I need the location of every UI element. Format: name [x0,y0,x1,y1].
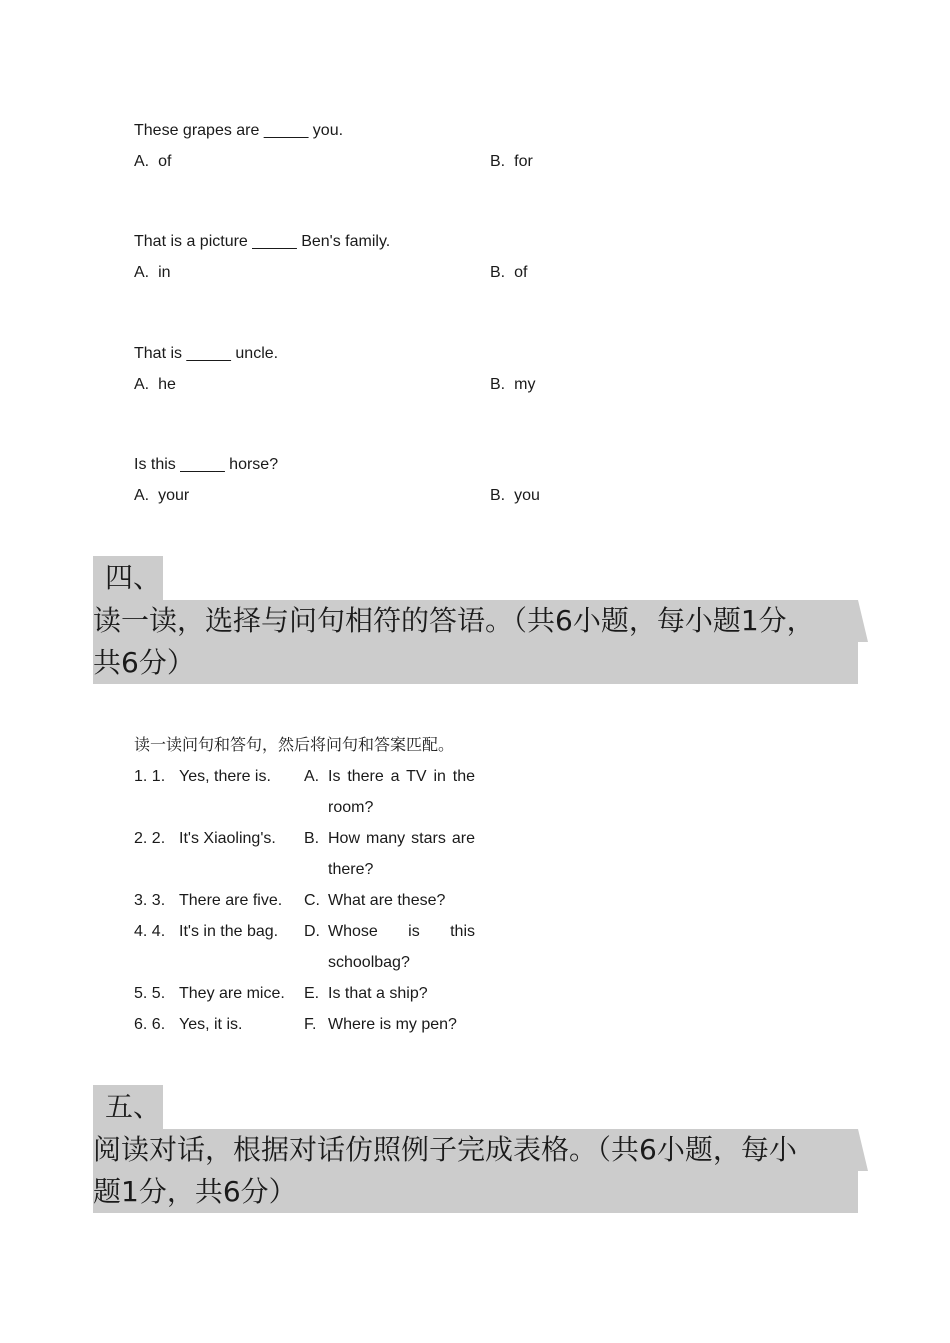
section-4-title-line-1 [93,600,858,642]
section-5-title-line-2: 题1分，共6分） [93,1171,858,1213]
option-text: he [158,376,176,393]
question-4 [134,455,834,506]
question-stem: These grapes are _____ you. [134,122,344,139]
match-letter: D. [304,923,320,940]
option-letter: B. [490,376,506,393]
option-letter: A. [134,264,150,281]
match-letter: C. [304,892,320,909]
question-1 [134,121,834,172]
section-4-title-line-2: 共6分） [93,642,858,684]
option-letter: B. [490,153,506,170]
question-3 [134,344,834,395]
match-answer: Yes, there is. [179,768,271,785]
option-letter: B. [490,487,506,504]
match-letter: F. [304,1016,317,1033]
match-question: What are these? [328,892,446,909]
match-number: 5. 5. [134,985,166,1002]
option-a[interactable] [134,152,171,172]
match-answer: It's Xiaoling's. [179,830,276,847]
match-question: Is that a ship? [328,985,428,1002]
option-b[interactable] [490,263,527,283]
match-answer: It's in the bag. [179,923,279,940]
match-question: Whose is this schoolbag? [328,923,475,971]
question-options [134,486,834,506]
section-5-title-text-1: 阅读对话，根据对话仿照例子完成表格。（共6小题，每小 [93,1133,797,1166]
option-text: of [514,264,528,281]
option-text: you [514,487,540,504]
matching-instructions: 读一读问句和答句，然后将问句和答案匹配。 [134,735,455,754]
match-number: 4. 4. [134,923,166,940]
section-5-number: 五、 [93,1085,163,1129]
question-stem: That is a picture _____ Ben's family. [134,233,391,250]
match-number: 3. 3. [134,892,166,909]
option-text: of [158,153,172,170]
section-4-number: 四、 [93,556,163,600]
option-a[interactable] [134,263,171,283]
option-letter: A. [134,487,150,504]
option-text: in [158,264,171,281]
section-header-notch [858,600,868,642]
match-question: How many stars are there? [328,830,475,878]
question-options [134,375,834,395]
question-2 [134,232,834,283]
match-question: Where is my pen? [328,1016,457,1033]
match-question: Is there a TV in the room? [328,768,475,816]
question-options [134,152,834,172]
match-letter: E. [304,985,320,1002]
option-b[interactable] [490,152,533,172]
match-number: 6. 6. [134,1016,166,1033]
match-letter: A. [304,768,320,785]
match-answer: There are five. [179,892,283,909]
option-letter: A. [134,376,150,393]
question-options [134,263,834,283]
option-letter: A. [134,153,150,170]
option-a[interactable] [134,375,176,395]
option-a[interactable] [134,486,189,506]
option-b[interactable] [490,486,540,506]
section-4-title-text-1: 读一读，选择与问句相符的答语。（共6小题，每小题1分， [93,604,815,637]
match-number: 1. 1. [134,768,166,785]
question-stem: Is this _____ horse? [134,456,279,473]
section-5-title-line-1 [93,1129,858,1171]
match-letter: B. [304,830,320,847]
section-header-notch [858,1129,868,1171]
option-letter: B. [490,264,506,281]
option-text: my [514,376,536,393]
option-b[interactable] [490,375,535,395]
question-stem: That is _____ uncle. [134,345,279,362]
match-answer: Yes, it is. [179,1016,243,1033]
match-answer: They are mice. [179,985,285,1002]
match-number: 2. 2. [134,830,166,847]
option-text: your [158,487,190,504]
option-text: for [514,153,533,170]
